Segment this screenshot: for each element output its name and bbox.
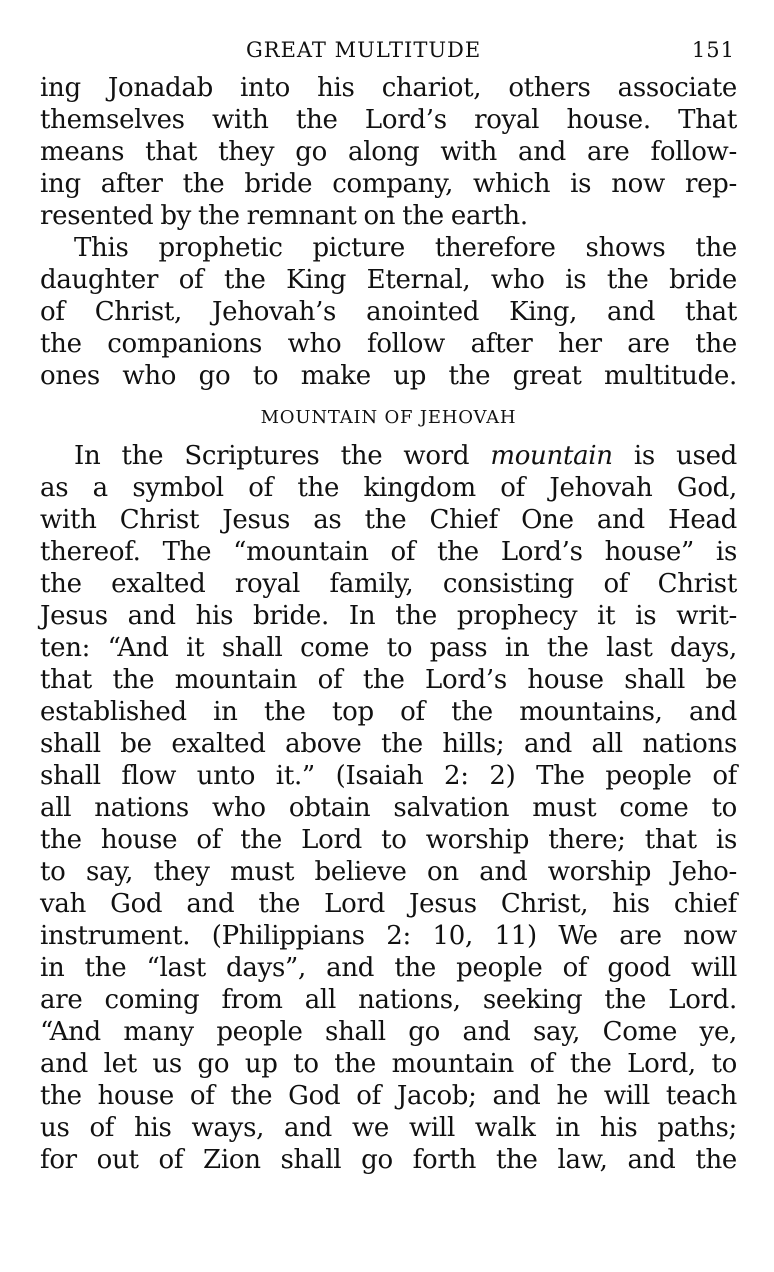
- text-line: are coming from all nations, seeking the Lord.: [40, 985, 737, 1015]
- text-line: ten: “And it shall come to pass in the last days,: [40, 633, 737, 663]
- text-line: ing Jonadab into his chariot, others associate: [40, 73, 737, 103]
- text-line: “And many people shall go and say, Come ye,: [40, 1017, 737, 1047]
- text-line: us of his ways, and we will walk in his paths;: [40, 1113, 737, 1143]
- text-line: shall flow unto it.” (Isaiah 2: 2) The people of: [40, 761, 737, 791]
- text-line: ing after the bride company, which is now rep-: [40, 169, 737, 199]
- text-line: ones who go to make up the great multitude.: [40, 361, 737, 391]
- text-line: daughter of the King Eternal, who is the bride: [40, 265, 737, 295]
- text-line: of Christ, Jehovah’s anointed King, and that: [40, 297, 737, 327]
- text-line: vah God and the Lord Jesus Christ, his chief: [40, 889, 737, 919]
- text-line: shall be exalted above the hills; and all nations: [40, 729, 737, 759]
- text-line: all nations who obtain salvation must come to: [40, 793, 737, 823]
- text-line: the house of the Lord to worship there; that is: [40, 825, 737, 855]
- text-line: the companions who follow after her are the: [40, 329, 737, 359]
- emphasis-mountain: mountain: [490, 441, 613, 471]
- text-line: as a symbol of the kingdom of Jehovah God,: [40, 473, 737, 503]
- text-line: with Christ Jesus as the Chief One and Head: [40, 505, 737, 535]
- text-line: to say, they must believe on and worship Jeho-: [40, 857, 737, 887]
- text-line: the house of the God of Jacob; and he will teach: [40, 1081, 737, 1111]
- text-line: that the mountain of the Lord’s house shall be: [40, 665, 737, 695]
- paragraph-continued: [40, 72, 737, 232]
- text-line: instrument. (Philippians 2: 10, 11) We are now: [40, 921, 737, 951]
- text-fragment: In the Scriptures the word: [74, 441, 491, 471]
- book-page: [40, 38, 737, 1176]
- page-number: 151: [691, 38, 735, 62]
- text-line: thereof. The “mountain of the Lord’s house” is: [40, 537, 737, 567]
- text-line: Jesus and his bride. In the prophecy it is writ-: [40, 601, 737, 631]
- paragraph-prophetic-picture: [40, 232, 737, 392]
- text-line: for out of Zion shall go forth the law, and the: [40, 1145, 737, 1175]
- text-line: means that they go along with and are follow-: [40, 137, 737, 167]
- paragraph-mountain: [40, 440, 737, 1176]
- text-line: established in the top of the mountains, and: [40, 697, 737, 727]
- section-heading: MOUNTAIN OF JEHOVAH: [260, 407, 517, 428]
- text-line: and let us go up to the mountain of the Lord, to: [40, 1049, 737, 1079]
- text-line: themselves with the Lord’s royal house. That: [40, 105, 737, 135]
- running-title: GREAT MULTITUDE: [246, 38, 482, 62]
- text-line: This prophetic picture therefore shows the: [74, 233, 737, 263]
- text-line: the exalted royal family, consisting of Christ: [40, 569, 737, 599]
- text-line: resented by the remnant on the earth.: [40, 201, 528, 231]
- running-head: [40, 38, 737, 72]
- text-fragment: is used: [612, 441, 738, 471]
- text-line-first: [40, 440, 737, 472]
- text-line: in the “last days”, and the people of good will: [40, 953, 737, 983]
